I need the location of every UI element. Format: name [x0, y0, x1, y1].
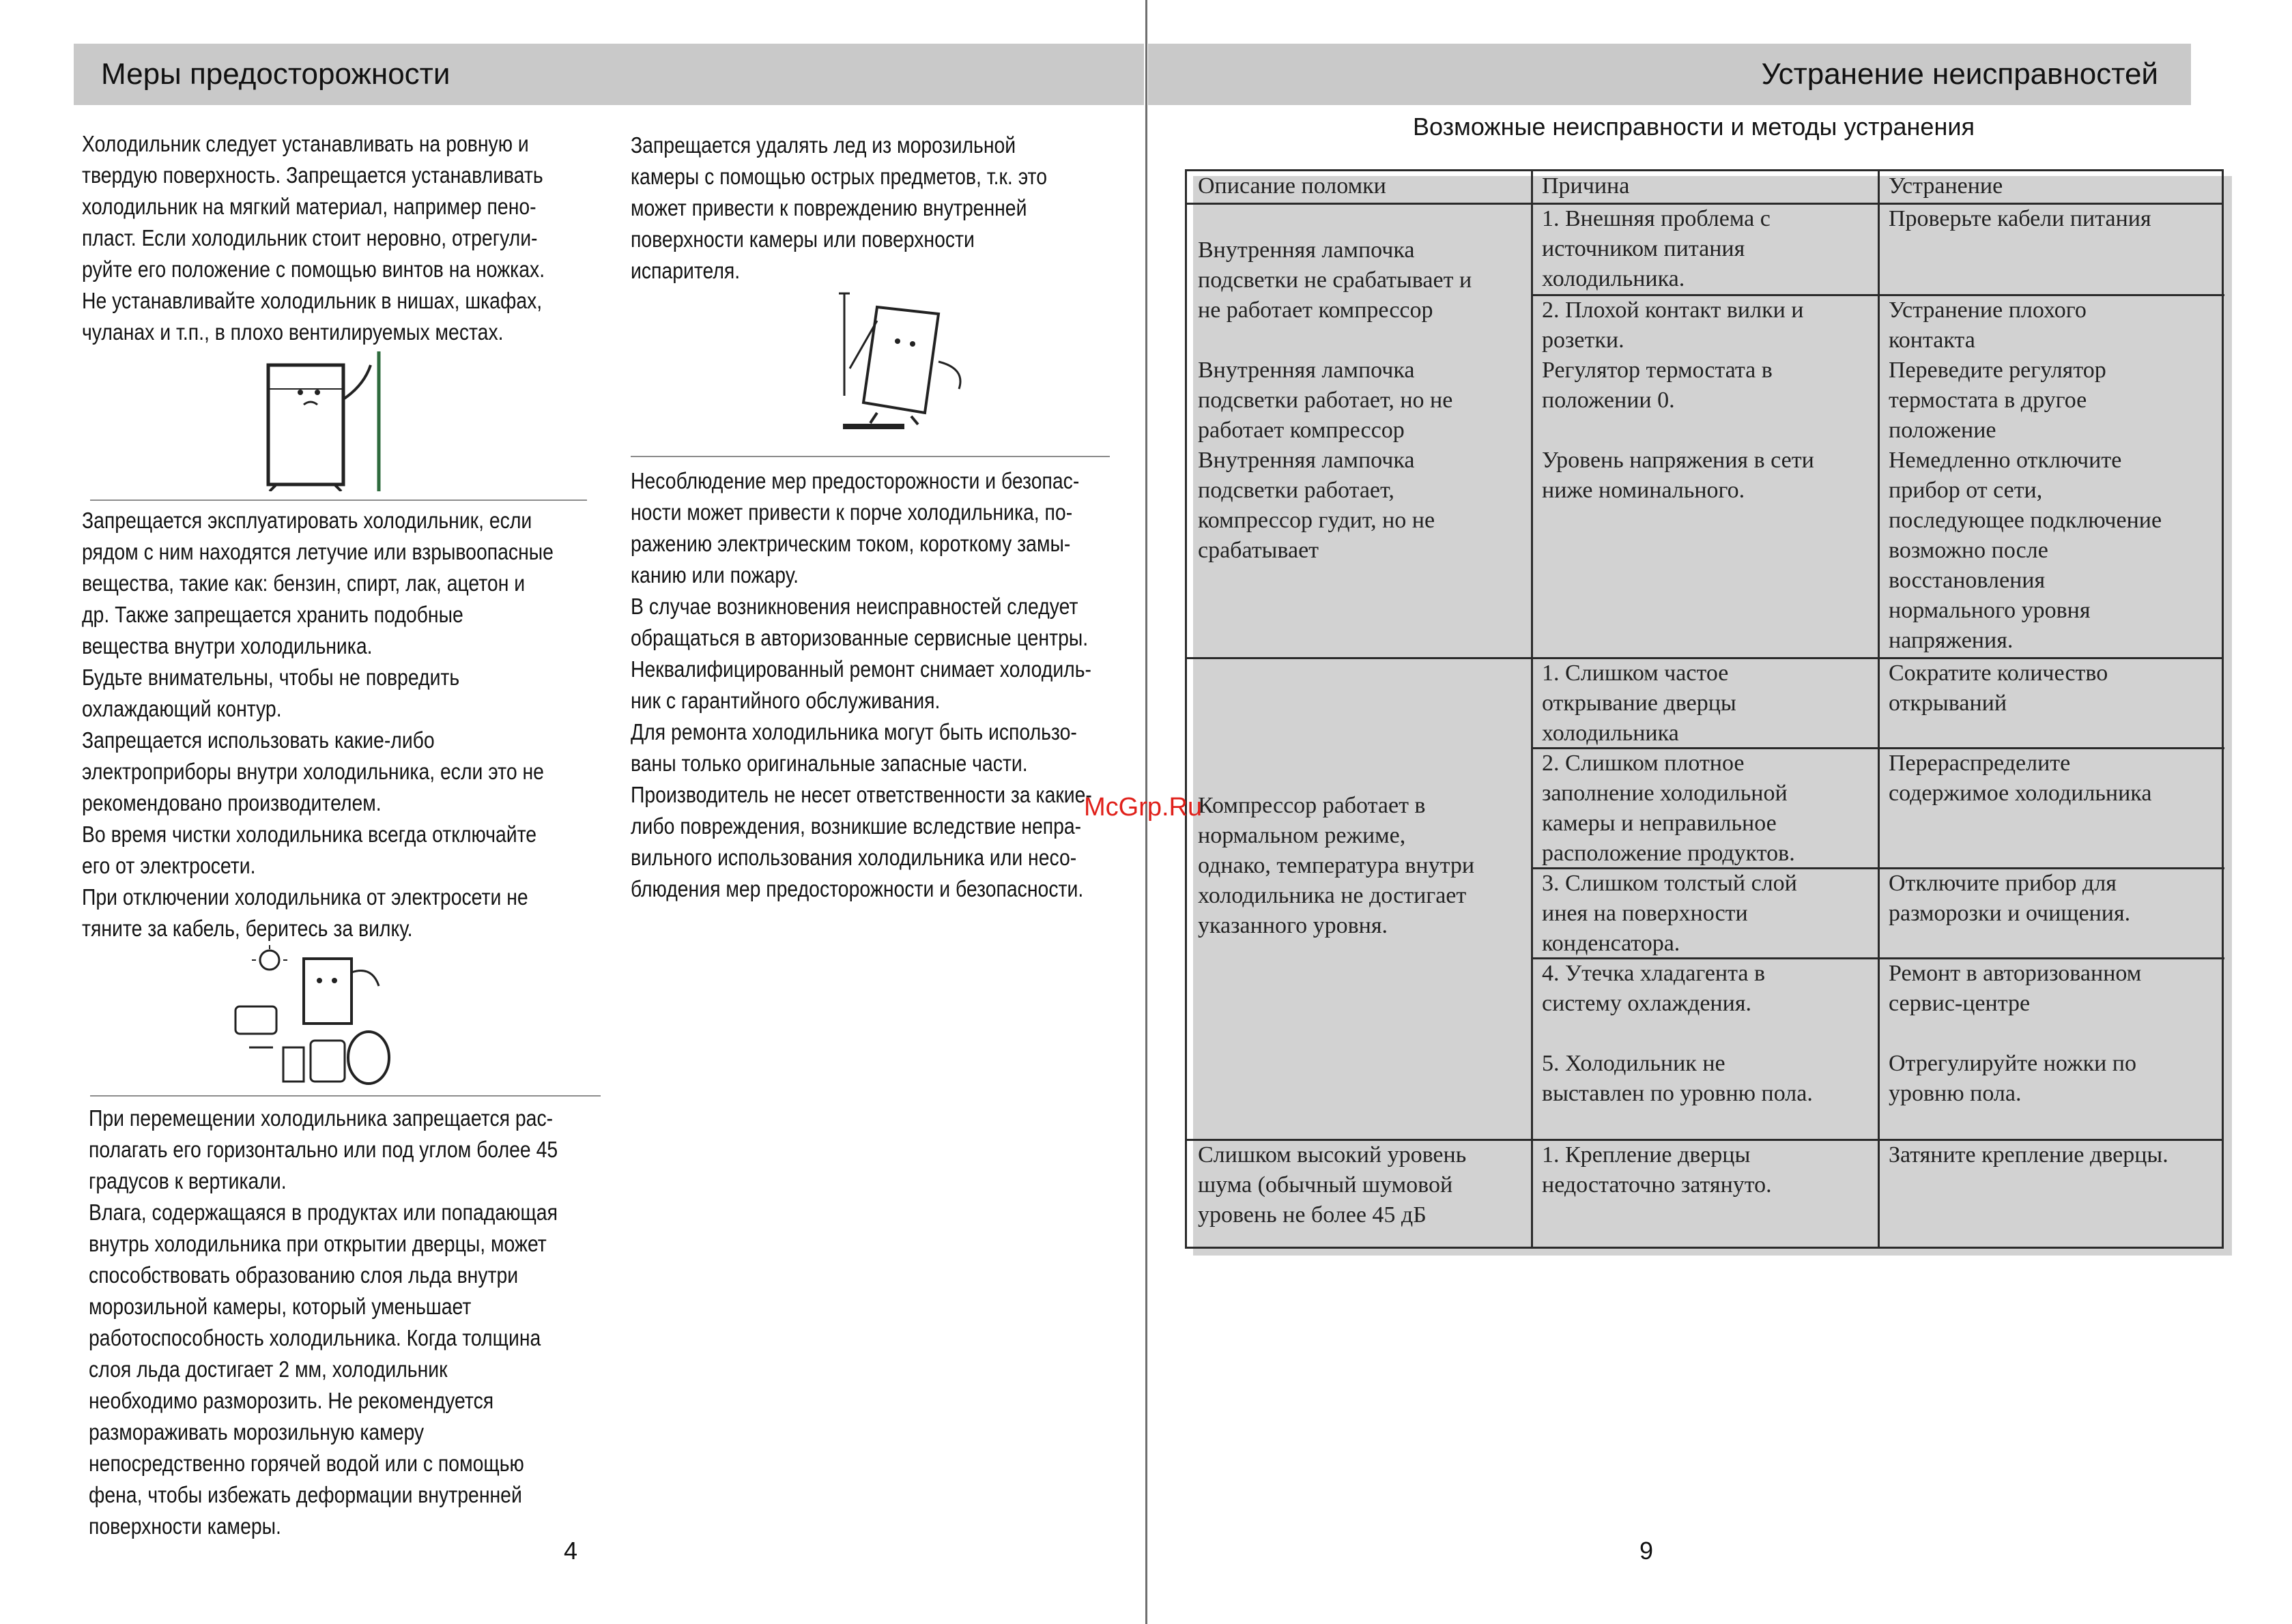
- text-line: необходимо разморозить. Не рекомендуется: [89, 1388, 494, 1413]
- text-line: Немедленно отключите: [1889, 448, 2122, 473]
- col1-paragraph-installation: [82, 128, 620, 348]
- text-line: разморозки и очищения.: [1889, 901, 2131, 926]
- text-line: морозильной камеры, который уменьшает: [89, 1294, 472, 1319]
- text-line: ражению электрическим током, короткому замы-: [631, 531, 1071, 556]
- right-page-title: Устранение неисправностей: [1761, 57, 2158, 91]
- cell-g3-fix: [1889, 1140, 2168, 1170]
- cell-g2-r4-fix: [1889, 959, 2141, 1109]
- text-line: возможно после: [1889, 538, 2048, 563]
- text-line: восстановления: [1889, 568, 2046, 593]
- right-page-number: 9: [1639, 1537, 1654, 1565]
- text-line: [1542, 416, 1814, 446]
- text-line: вещества, такие как: бензин, спирт, лак, ацетон и: [82, 570, 526, 596]
- text-line: Переведите регулятор: [1889, 358, 2106, 383]
- right-page-header: [1148, 44, 2191, 105]
- text-line: тяните за кабель, беритесь за вилку.: [82, 916, 413, 941]
- text-line: Перераспределите: [1889, 751, 2071, 776]
- text-line: блюдения мер предосторожности и безопасности.: [631, 876, 1084, 901]
- text-line: обращаться в авторизованные сервисные центры.: [631, 625, 1089, 650]
- text-line: последующее подключение: [1889, 508, 2162, 533]
- text-line: Холодильник следует устанавливать на ровную и: [82, 131, 529, 156]
- text-line: Проверьте кабели питания: [1889, 206, 2151, 231]
- text-line: При отключении холодильника от электросети не: [82, 884, 528, 910]
- text-line: уровню пола.: [1889, 1081, 2022, 1106]
- text-line: 1. Внешняя проблема с: [1542, 206, 1771, 231]
- cell-g1-r2-cause: [1542, 295, 1814, 506]
- table-header-cause: Причина: [1542, 173, 1630, 199]
- text-line: ник с гарантийного обслуживания.: [631, 688, 941, 713]
- left-page-title: Меры предосторожности: [101, 57, 450, 91]
- text-line: 1. Крепление дверцы: [1542, 1142, 1751, 1168]
- text-line: 2. Слишком плотное: [1542, 751, 1745, 776]
- text-line: внутрь холодильника при открытии дверцы, может: [89, 1231, 547, 1256]
- text-line: охлаждающий контур.: [82, 696, 282, 721]
- text-line: положение: [1889, 418, 1996, 443]
- text-line: слоя льда достигает 2 мм, холодильник: [89, 1357, 448, 1382]
- text-line: указанного уровня.: [1198, 913, 1388, 938]
- separator-col1-2: [90, 1095, 601, 1097]
- text-line: Отрегулируйте ножки по: [1889, 1051, 2136, 1076]
- text-line: подсветки работает,: [1198, 478, 1394, 503]
- text-line: источником питания: [1542, 236, 1745, 261]
- cell-g2-r3-fix: [1889, 869, 2130, 929]
- text-line: Запрещается удалять лед из морозильной: [631, 132, 1016, 158]
- text-line: [1542, 1019, 1813, 1049]
- text-line: сервис-центре: [1889, 991, 2031, 1016]
- text-line: холодильника: [1542, 721, 1679, 746]
- table-vline-1: [1531, 171, 1533, 1247]
- text-line: камеры и неправильное: [1542, 811, 1777, 836]
- hazardous-substances-illustration: [222, 945, 399, 1088]
- text-line: чуланах и т.п., в плохо вентилируемых местах.: [82, 319, 504, 345]
- text-line: рядом с ним находятся летучие или взрывоопасные: [82, 539, 554, 564]
- text-line: нормального уровня: [1889, 598, 2091, 623]
- cell-g1-r2-fix: [1889, 295, 2162, 656]
- cell-g3-description: [1198, 1140, 1466, 1230]
- text-line: систему охлаждения.: [1542, 991, 1751, 1016]
- text-line: Сократите количество: [1889, 661, 2108, 686]
- text-line: вещества внутри холодильника.: [82, 633, 373, 658]
- text-line: подсветки не срабатывает и: [1198, 267, 1472, 293]
- text-line: нормальном режиме,: [1198, 823, 1406, 848]
- text-line: его от электросети.: [82, 853, 256, 878]
- text-line: способствовать образованию слоя льда внутри: [89, 1262, 519, 1288]
- cell-g2-r2-cause: [1542, 749, 1795, 869]
- text-line: содержимое холодильника: [1889, 781, 2152, 806]
- cell-g2-r4-cause: [1542, 959, 1813, 1109]
- text-line: контакта: [1889, 328, 1975, 353]
- text-line: рекомендовано производителем.: [82, 790, 382, 815]
- text-line: фена, чтобы избежать деформации внутренней: [89, 1482, 522, 1507]
- separator-col1-1: [90, 499, 587, 501]
- col2-paragraph-safety-service: [631, 465, 1167, 905]
- text-line: Затяните крепление дверцы.: [1889, 1142, 2168, 1168]
- text-line: положении 0.: [1542, 388, 1675, 413]
- text-line: канию или пожару.: [631, 562, 799, 588]
- text-line: пласт. Если холодильник стоит неровно, отрегули-: [82, 225, 538, 250]
- text-line: инея на поверхности: [1542, 901, 1748, 926]
- text-line: 2. Плохой контакт вилки и: [1542, 298, 1804, 323]
- text-line: [1198, 325, 1472, 356]
- fridge-installation-illustration: [263, 351, 386, 491]
- troubleshooting-table: [1185, 169, 2224, 1249]
- text-line: 1. Слишком частое: [1542, 661, 1729, 686]
- text-line: холодильника не достигает: [1198, 883, 1467, 908]
- cell-g2-description: [1198, 791, 1474, 941]
- text-line: Влага, содержащаяся в продуктах или попадающая: [89, 1200, 558, 1225]
- text-line: компрессор гудит, но не: [1198, 508, 1435, 533]
- text-line: Ремонт в авторизованном: [1889, 961, 2142, 986]
- text-line: работает компрессор: [1198, 418, 1405, 443]
- text-line: 3. Слишком толстый слой: [1542, 871, 1797, 896]
- text-line: Слишком высокий уровень: [1198, 1142, 1467, 1168]
- text-line: Отключите прибор для: [1889, 871, 2117, 896]
- table-vline-2: [1878, 171, 1880, 1247]
- text-line: непосредственно горячей водой или с помощью: [89, 1451, 524, 1476]
- text-line: Компрессор работает в: [1198, 793, 1426, 818]
- text-line: поверхности камеры или поверхности: [631, 227, 975, 252]
- cell-g1-r1-cause: [1542, 204, 1771, 294]
- text-line: недостаточно затянуто.: [1542, 1172, 1772, 1198]
- text-line: подсветки работает, но не: [1198, 388, 1453, 413]
- text-line: электроприборы внутри холодильника, если это не: [82, 759, 544, 784]
- text-line: ваны только оригинальные запасные части.: [631, 751, 1028, 776]
- text-line: 5. Холодильник не: [1542, 1051, 1725, 1076]
- text-line: В случае возникновения неисправностей следует: [631, 594, 1078, 619]
- text-line: ниже номинального.: [1542, 478, 1745, 503]
- text-line: испарителя.: [631, 258, 741, 283]
- cell-g2-r1-cause: [1542, 658, 1736, 749]
- col2-paragraph-ice-removal: [631, 130, 1115, 287]
- left-page-number: 4: [564, 1537, 578, 1565]
- text-line: Во время чистки холодильника всегда отключайте: [82, 822, 537, 847]
- ice-scraping-illustration: [836, 287, 979, 437]
- text-line: холодильника.: [1542, 266, 1685, 291]
- text-line: прибор от сети,: [1889, 478, 2043, 503]
- text-line: открывание дверцы: [1542, 691, 1736, 716]
- separator-col2: [631, 456, 1110, 457]
- text-line: твердую поверхность. Запрещается устанавливать: [82, 162, 543, 188]
- cell-g1-description: [1198, 235, 1472, 566]
- text-line: вильного использования холодильника или несо-: [631, 845, 1077, 870]
- text-line: Производитель не несет ответственности за какие-: [631, 782, 1092, 807]
- text-line: Запрещается эксплуатировать холодильник, если: [82, 508, 532, 533]
- text-line: При перемещении холодильника запрещается рас-: [89, 1105, 554, 1131]
- text-line: Внутренняя лампочка: [1198, 358, 1415, 383]
- text-line: градусов к вертикали.: [89, 1168, 287, 1193]
- text-line: холодильник на мягкий материал, например пено-: [82, 194, 536, 219]
- text-line: Внутренняя лампочка: [1198, 448, 1415, 473]
- text-line: термостата в другое: [1889, 388, 2087, 413]
- cell-g2-r2-fix: [1889, 749, 2151, 809]
- watermark-text: McGrp.Ru: [1084, 793, 1203, 822]
- text-line: Устранение плохого: [1889, 298, 2087, 323]
- troubleshooting-subtitle: Возможные неисправности и методы устранения: [1413, 113, 1975, 141]
- text-line: напряжения.: [1889, 628, 2014, 653]
- text-line: руйте его положение с помощью винтов на ножках.: [82, 257, 545, 282]
- text-line: Запрещается использовать какие-либо: [82, 727, 435, 753]
- cell-g2-r1-fix: [1889, 658, 2108, 719]
- text-line: Неквалифицированный ремонт снимает холодиль-: [631, 656, 1091, 682]
- text-line: Будьте внимательны, чтобы не повредить: [82, 665, 460, 690]
- text-line: работоспособность холодильника. Когда толщина: [89, 1325, 541, 1350]
- text-line: уровень не более 45 дБ: [1198, 1202, 1427, 1228]
- text-line: полагать его горизонтально или под углом более 45: [89, 1137, 558, 1162]
- text-line: Внутренняя лампочка: [1198, 237, 1415, 263]
- text-line: поверхности камеры.: [89, 1513, 281, 1539]
- text-line: камеры с помощью острых предметов, т.к. это: [631, 164, 1048, 189]
- cell-g2-r3-cause: [1542, 869, 1797, 959]
- left-page-header: [74, 44, 1144, 105]
- text-line: ности может привести к порче холодильника, по-: [631, 499, 1073, 525]
- text-line: не работает компрессор: [1198, 298, 1433, 323]
- text-line: Для ремонта холодильника могут быть использо-: [631, 719, 1077, 744]
- text-line: заполнение холодильной: [1542, 781, 1788, 806]
- text-line: открываний: [1889, 691, 2007, 716]
- cell-g3-cause: [1542, 1140, 1772, 1200]
- text-line: Несоблюдение мер предосторожности и безопас-: [631, 468, 1080, 493]
- text-line: срабатывает: [1198, 538, 1319, 563]
- text-line: либо повреждения, возникшие вследствие непра-: [631, 813, 1082, 839]
- text-line: Не устанавливайте холодильник в нишах, шкафах,: [82, 288, 543, 313]
- text-line: [1889, 1019, 2141, 1049]
- table-header-fix: Устранение: [1889, 173, 2003, 199]
- text-line: выставлен по уровню пола.: [1542, 1081, 1813, 1106]
- text-line: может привести к повреждению внутренней: [631, 195, 1027, 220]
- text-line: однако, температура внутри: [1198, 853, 1475, 878]
- text-line: др. Также запрещается хранить подобные: [82, 602, 463, 627]
- text-line: Уровень напряжения в сети: [1542, 448, 1814, 473]
- table-header-description: Описание поломки: [1198, 173, 1386, 199]
- text-line: 4. Утечка хладагента в: [1542, 961, 1766, 986]
- text-line: расположение продуктов.: [1542, 841, 1795, 866]
- text-line: розетки.: [1542, 328, 1624, 353]
- text-line: конденсатора.: [1542, 931, 1680, 956]
- col1-paragraph-hazards: [82, 505, 630, 944]
- text-line: Регулятор термостата в: [1542, 358, 1773, 383]
- cell-g1-r1-fix: [1889, 204, 2151, 234]
- text-line: размораживать морозильную камеру: [89, 1419, 425, 1445]
- text-line: шума (обычный шумовой: [1198, 1172, 1453, 1198]
- col1-paragraph-moving-defrost: [89, 1103, 634, 1542]
